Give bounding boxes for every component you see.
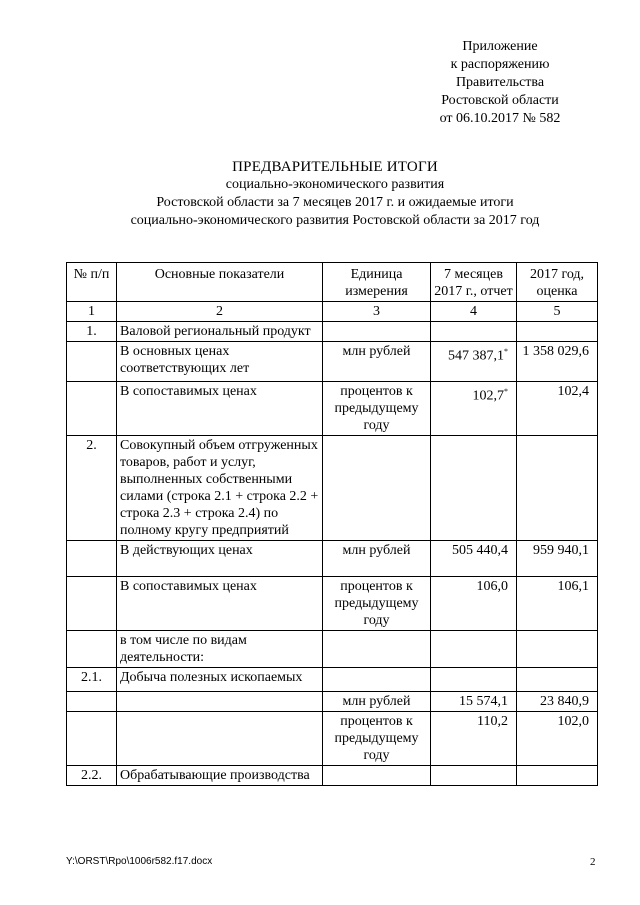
table-row xyxy=(67,382,598,436)
row-months-value: 547 387,1 xyxy=(448,348,504,364)
appendix-line: Приложение xyxy=(462,39,538,54)
table-row xyxy=(67,436,598,541)
row-year: 102,0 xyxy=(517,712,598,766)
row-indicator xyxy=(117,692,323,712)
row-months xyxy=(431,322,517,342)
row-indicator: Валовой региональный продукт xyxy=(117,322,323,342)
header-months: 7 месяцев 2017 г., отчет xyxy=(431,263,517,302)
indicators-table xyxy=(66,262,598,786)
row-num xyxy=(67,631,117,668)
header-year: 2017 год, оценка xyxy=(517,263,598,302)
row-months-value: 102,7 xyxy=(472,388,504,404)
row-months xyxy=(431,382,517,436)
row-year xyxy=(517,668,598,692)
row-unit xyxy=(323,322,431,342)
column-number: 4 xyxy=(431,302,517,322)
table-row xyxy=(67,631,598,668)
row-unit xyxy=(323,668,431,692)
row-year xyxy=(517,436,598,541)
row-indicator: Совокупный объем отгруженных товаров, работ и услуг, выполненных собственными силами (строка 2.1 + строка 2.2 + строка 2.3 + строка 2.4) по полному кругу предприятий xyxy=(117,436,323,541)
row-year xyxy=(517,631,598,668)
row-indicator xyxy=(117,712,323,766)
row-months xyxy=(431,766,517,786)
row-num xyxy=(67,712,117,766)
row-num xyxy=(67,342,117,382)
row-months xyxy=(431,631,517,668)
row-months: 15 574,1 xyxy=(431,692,517,712)
row-indicator: в том числе по видам деятельности: xyxy=(117,631,323,668)
row-num xyxy=(67,541,117,577)
table-header-row xyxy=(67,263,598,302)
row-unit: процентов к предыдущему году xyxy=(323,577,431,631)
row-indicator: Добыча полезных ископаемых xyxy=(117,668,323,692)
file-path: Y:\ORST\Rpo\1006r582.f17.docx xyxy=(66,856,213,867)
title-line: социально-экономического развития xyxy=(225,177,445,192)
row-months xyxy=(431,436,517,541)
row-indicator: В основных ценах соответствующих лет xyxy=(117,342,323,382)
appendix-line: к распоряжению xyxy=(450,57,550,72)
row-unit xyxy=(323,436,431,541)
row-months: 505 440,4 xyxy=(431,541,517,577)
table-row xyxy=(67,322,598,342)
row-num: 2.2. xyxy=(67,766,117,786)
row-months xyxy=(431,668,517,692)
page-number: 2 xyxy=(590,856,596,868)
row-months xyxy=(431,342,517,382)
row-unit: млн рублей xyxy=(323,692,431,712)
table-row xyxy=(67,766,598,786)
header-unit: Единица измерения xyxy=(323,263,431,302)
table-row xyxy=(67,541,598,577)
row-num: 1. xyxy=(67,322,117,342)
row-year: 106,1 xyxy=(517,577,598,631)
row-year: 102,4 xyxy=(517,382,598,436)
column-number: 3 xyxy=(323,302,431,322)
row-unit: млн рублей xyxy=(323,541,431,577)
column-number: 5 xyxy=(517,302,598,322)
row-unit xyxy=(323,766,431,786)
row-year: 1 358 029,6 xyxy=(517,342,598,382)
row-num: 2.1. xyxy=(67,668,117,692)
appendix-date-line: от 06.10.2017 № 582 xyxy=(439,111,561,126)
row-num xyxy=(67,692,117,712)
table-row xyxy=(67,342,598,382)
header-indicator: Основные показатели xyxy=(117,263,323,302)
row-indicator: В сопоставимых ценах xyxy=(117,577,323,631)
row-months: 106,0 xyxy=(431,577,517,631)
table-row xyxy=(67,577,598,631)
row-year xyxy=(517,322,598,342)
column-number-row xyxy=(67,302,598,322)
column-number: 2 xyxy=(117,302,323,322)
row-year: 23 840,9 xyxy=(517,692,598,712)
row-indicator: В действующих ценах xyxy=(117,541,323,577)
row-num xyxy=(67,382,117,436)
appendix-line: Ростовской области xyxy=(441,93,559,108)
footnote-mark: * xyxy=(504,387,508,396)
row-num xyxy=(67,577,117,631)
row-indicator: Обрабатывающие производства xyxy=(117,766,323,786)
row-indicator: В сопоставимых ценах xyxy=(117,382,323,436)
column-number: 1 xyxy=(67,302,117,322)
row-year xyxy=(517,766,598,786)
appendix-block xyxy=(400,38,600,128)
title-line: социально-экономического развития Ростовской области за 2017 год xyxy=(130,213,540,228)
header-num: № п/п xyxy=(67,263,117,302)
row-num: 2. xyxy=(67,436,117,541)
title-line: Ростовской области за 7 месяцев 2017 г. и ожидаемые итоги xyxy=(156,195,514,210)
row-months: 110,2 xyxy=(431,712,517,766)
table-row xyxy=(67,668,598,692)
table-row xyxy=(67,692,598,712)
row-unit xyxy=(323,631,431,668)
title-main: ПРЕДВАРИТЕЛЬНЫЕ ИТОГИ xyxy=(232,159,438,175)
appendix-line: Правительства xyxy=(455,75,545,90)
footnote-mark: * xyxy=(504,347,508,356)
row-unit: млн рублей xyxy=(323,342,431,382)
row-unit: процентов к предыдущему году xyxy=(323,382,431,436)
row-unit: процентов к предыдущему году xyxy=(323,712,431,766)
table-row xyxy=(67,712,598,766)
row-year: 959 940,1 xyxy=(517,541,598,577)
document-title xyxy=(60,158,610,230)
